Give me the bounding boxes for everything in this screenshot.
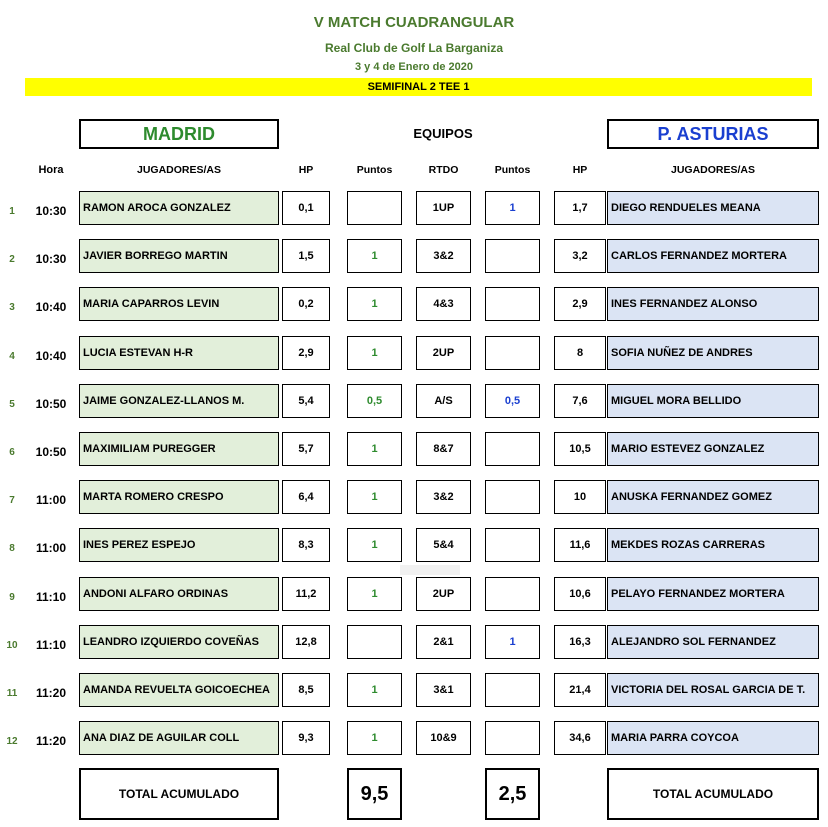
points-left: [347, 191, 402, 225]
points-left: 1: [347, 239, 402, 273]
result: 2&1: [416, 625, 471, 659]
handicap-right: 8: [554, 336, 606, 370]
player-left: ANA DIAZ DE AGUILAR COLL: [79, 721, 279, 755]
handicap-right: 1,7: [554, 191, 606, 225]
points-right: [485, 336, 540, 370]
row-number: 8: [9, 543, 15, 555]
result: 3&1: [416, 673, 471, 707]
result: 3&2: [416, 239, 471, 273]
handicap-right: 11,6: [554, 528, 606, 562]
points-left: 0,5: [347, 384, 402, 418]
col-points-left: Puntos: [356, 164, 393, 176]
club-name: Real Club de Golf La Barganiza: [324, 41, 504, 55]
points-right: [485, 528, 540, 562]
handicap-left: 1,5: [282, 239, 330, 273]
player-left: JAVIER BORREGO MARTIN: [79, 239, 279, 273]
handicap-right: 34,6: [554, 721, 606, 755]
teams-label: EQUIPOS: [413, 126, 473, 141]
handicap-right: 10,6: [554, 577, 606, 611]
table-row: [0, 528, 828, 576]
result: 8&7: [416, 432, 471, 466]
handicap-left: 0,1: [282, 191, 330, 225]
points-left: 1: [347, 528, 402, 562]
points-right: [485, 432, 540, 466]
tee-time: 10:40: [35, 348, 67, 363]
handicap-left: 9,3: [282, 721, 330, 755]
points-right: [485, 577, 540, 611]
result: 3&2: [416, 480, 471, 514]
total-score-right: 2,5: [485, 768, 540, 820]
points-left: [347, 625, 402, 659]
table-row: [0, 577, 828, 625]
result: 4&3: [416, 287, 471, 321]
player-left: INES PEREZ ESPEJO: [79, 528, 279, 562]
table-row: [0, 287, 828, 335]
player-left: JAIME GONZALEZ-LLANOS M.: [79, 384, 279, 418]
player-right: ANUSKA FERNANDEZ GOMEZ: [607, 480, 819, 514]
tee-time: 10:30: [35, 204, 67, 218]
tee-time: 10:50: [35, 396, 67, 411]
points-right: [485, 480, 540, 514]
handicap-right: 10: [554, 480, 606, 514]
col-players-left: JUGADORES/AS: [136, 164, 221, 176]
points-right: 1: [485, 625, 540, 659]
table-row: [0, 336, 828, 384]
col-hp-right: HP: [572, 164, 588, 176]
points-left: 1: [347, 673, 402, 707]
table-row: [0, 191, 828, 239]
handicap-right: 10,5: [554, 432, 606, 466]
tee-time: 11:10: [35, 589, 67, 604]
row-number: 11: [6, 688, 18, 699]
row-number: 4: [9, 350, 15, 362]
player-right: ALEJANDRO SOL FERNANDEZ: [607, 625, 819, 659]
player-right: SOFIA NUÑEZ DE ANDRES: [607, 336, 819, 370]
player-left: LUCIA ESTEVAN H-R: [79, 336, 279, 370]
total-label-right: TOTAL ACUMULADO: [607, 768, 819, 820]
tee-time: 10:50: [35, 445, 67, 459]
tee-time: 11:00: [35, 541, 67, 556]
row-number: 3: [9, 302, 15, 314]
row-number: 9: [9, 591, 15, 603]
result: A/S: [416, 384, 471, 418]
points-left: 1: [347, 336, 402, 370]
points-right: [485, 673, 540, 707]
table-row: [0, 384, 828, 432]
team-right-box: P. ASTURIAS: [607, 119, 819, 149]
player-right: MARIO ESTEVEZ GONZALEZ: [607, 432, 819, 466]
total-score-left: 9,5: [347, 768, 402, 820]
table-row: [0, 721, 828, 769]
handicap-left: 0,2: [282, 287, 330, 321]
col-hora: Hora: [38, 164, 64, 176]
player-left: MAXIMILIAM PUREGGER: [79, 432, 279, 466]
row-number: 12: [6, 736, 18, 748]
player-right: MIGUEL MORA BELLIDO: [607, 384, 819, 418]
result: 10&9: [416, 721, 471, 755]
round-banner: SEMIFINAL 2 TEE 1: [25, 78, 812, 96]
points-right: [485, 239, 540, 273]
handicap-left: 11,2: [282, 577, 330, 611]
table-row: [0, 480, 828, 528]
handicap-left: 12,8: [282, 625, 330, 659]
col-players-right: JUGADORES/AS: [670, 164, 755, 176]
player-right: PELAYO FERNANDEZ MORTERA: [607, 577, 819, 611]
points-right: 1: [485, 191, 540, 225]
player-right: DIEGO RENDUELES MEANA: [607, 191, 819, 225]
team-left-box: MADRID: [79, 119, 279, 149]
player-left: MARIA CAPARROS LEVIN: [79, 287, 279, 321]
points-left: 1: [347, 577, 402, 611]
result: 5&4: [416, 528, 471, 562]
handicap-left: 5,4: [282, 384, 330, 418]
tee-time: 10:40: [35, 300, 67, 315]
event-dates: 3 y 4 de Enero de 2020: [354, 61, 473, 73]
handicap-right: 3,2: [554, 239, 606, 273]
handicap-left: 8,5: [282, 673, 330, 707]
points-right: 0,5: [485, 384, 540, 418]
total-label-left: TOTAL ACUMULADO: [79, 768, 279, 820]
row-number: 1: [9, 206, 15, 217]
tee-time: 11:10: [35, 637, 67, 652]
player-right: VICTORIA DEL ROSAL GARCIA DE T.: [607, 673, 819, 707]
tee-time: 11:00: [35, 493, 67, 508]
result: 1UP: [416, 191, 471, 225]
tee-time: 10:30: [35, 252, 67, 267]
player-right: MEKDES ROZAS CARRERAS: [607, 528, 819, 562]
player-left: RAMON AROCA GONZALEZ: [79, 191, 279, 225]
tee-time: 11:20: [35, 686, 67, 700]
player-left: ANDONI ALFARO ORDINAS: [79, 577, 279, 611]
result: 2UP: [416, 336, 471, 370]
handicap-left: 5,7: [282, 432, 330, 466]
tee-time: 11:20: [35, 734, 67, 749]
row-number: 6: [9, 447, 15, 458]
handicap-right: 2,9: [554, 287, 606, 321]
col-hp-left: HP: [298, 164, 314, 176]
row-number: 5: [9, 398, 15, 410]
handicap-left: 2,9: [282, 336, 330, 370]
handicap-left: 8,3: [282, 528, 330, 562]
row-number: 2: [9, 254, 15, 266]
points-right: [485, 287, 540, 321]
row-number: 10: [6, 639, 18, 651]
points-left: 1: [347, 432, 402, 466]
col-points-right: Puntos: [494, 164, 531, 176]
points-left: 1: [347, 287, 402, 321]
player-right: CARLOS FERNANDEZ MORTERA: [607, 239, 819, 273]
row-number: 7: [9, 495, 15, 507]
player-right: INES FERNANDEZ ALONSO: [607, 287, 819, 321]
player-left: MARTA ROMERO CRESPO: [79, 480, 279, 514]
handicap-right: 16,3: [554, 625, 606, 659]
table-row: [0, 625, 828, 673]
handicap-right: 7,6: [554, 384, 606, 418]
points-left: 1: [347, 480, 402, 514]
points-left: 1: [347, 721, 402, 755]
points-right: [485, 721, 540, 755]
table-row: [0, 673, 828, 721]
handicap-left: 6,4: [282, 480, 330, 514]
table-row: [0, 432, 828, 480]
player-left: LEANDRO IZQUIERDO COVEÑAS: [79, 625, 279, 659]
table-row: [0, 239, 828, 287]
player-right: MARIA PARRA COYCOA: [607, 721, 819, 755]
handicap-right: 21,4: [554, 673, 606, 707]
col-result: RTDO: [428, 164, 459, 176]
player-left: AMANDA REVUELTA GOICOECHEA: [79, 673, 279, 707]
page-title: V MATCH CUADRANGULAR: [313, 14, 515, 31]
result: 2UP: [416, 577, 471, 611]
